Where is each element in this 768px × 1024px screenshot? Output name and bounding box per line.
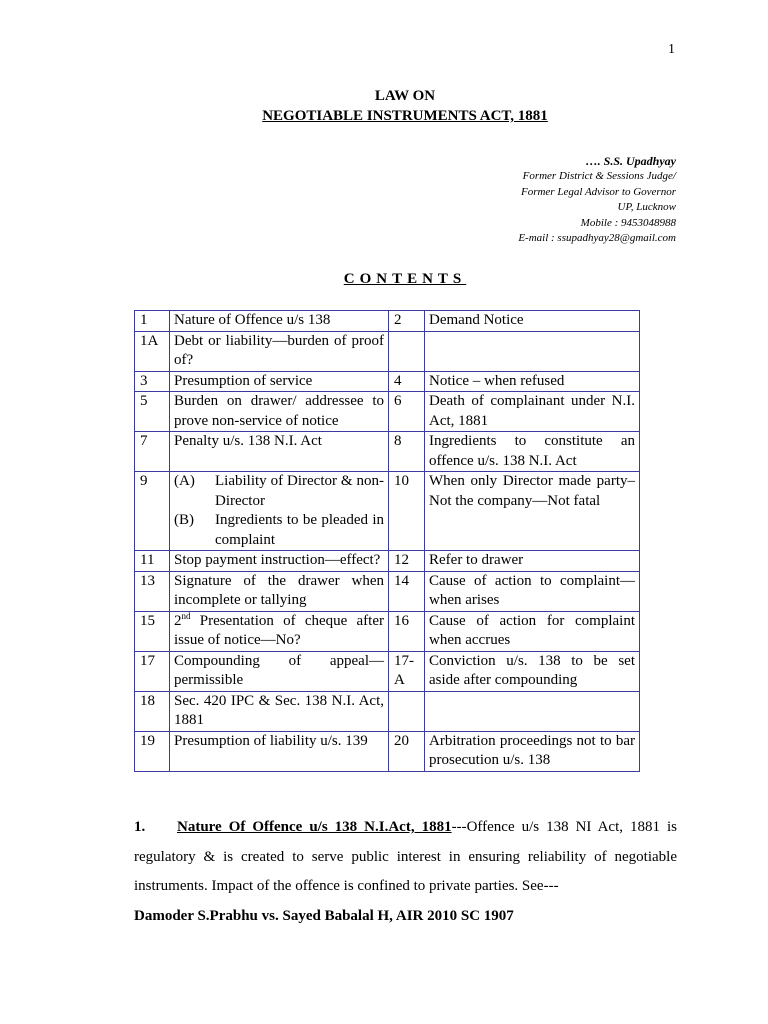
author-designation-2: Former Legal Advisor to Governor <box>520 185 676 198</box>
sub-entry-b <box>174 511 384 550</box>
entry-title: Cause of action to complaint—when arises <box>425 571 640 611</box>
table-row <box>135 611 640 651</box>
table-row <box>135 311 640 332</box>
entry-title: Burden on drawer/ addressee to prove non-service of notice <box>170 392 389 432</box>
entry-number: 12 <box>389 551 425 572</box>
entry-title: Nature of Offence u/s 138 <box>170 311 389 332</box>
entry-number: 11 <box>135 551 170 572</box>
entry-number: 2 <box>389 311 425 332</box>
entry-number: 20 <box>389 731 425 771</box>
entry-number <box>389 331 425 371</box>
entry-title: Death of complainant under N.I. Act, 1881 <box>425 392 640 432</box>
entry-number <box>389 691 425 731</box>
entry-title: When only Director made party– Not the company—Not fatal <box>425 472 640 551</box>
document-title-line2: NEGOTIABLE INSTRUMENTS ACT, 1881 <box>262 108 548 124</box>
entry-title: Conviction u/s. 138 to be set aside after compounding <box>425 651 640 691</box>
table-row <box>135 571 640 611</box>
entry-title: Compounding of appeal—permissible <box>170 651 389 691</box>
sub-entry-text: Ingredients to be pleaded in complaint <box>215 512 384 548</box>
entry-number: 15 <box>135 611 170 651</box>
entry-number: 8 <box>389 432 425 472</box>
entry-number: 13 <box>135 571 170 611</box>
table-row <box>135 331 640 371</box>
entry-title-rest: Presentation of cheque after issue of notice—No? <box>174 612 384 648</box>
entry-number: 16 <box>389 611 425 651</box>
entry-number: 14 <box>389 571 425 611</box>
entry-number: 1A <box>135 331 170 371</box>
entry-title: Presumption of liability u/s. 139 <box>170 731 389 771</box>
entry-title: Penalty u/s. 138 N.I. Act <box>170 432 389 472</box>
entry-number: 6 <box>389 392 425 432</box>
entry-number: 17 <box>135 651 170 691</box>
table-row <box>135 472 640 551</box>
ordinal-number: 2 <box>174 612 182 629</box>
page-number: 1 <box>668 42 675 57</box>
entry-title <box>170 611 389 651</box>
entry-number: 10 <box>389 472 425 551</box>
table-row <box>135 731 640 771</box>
contents-heading: CONTENTS <box>343 271 467 287</box>
entry-number: 7 <box>135 432 170 472</box>
entry-number: 4 <box>389 371 425 392</box>
entry-title: Debt or liability—burden of proof of? <box>170 331 389 371</box>
document-title-line1: LAW ON <box>374 88 436 104</box>
author-location: UP, Lucknow <box>617 201 676 214</box>
entry-title: Cause of action for complaint when accrues <box>425 611 640 651</box>
case-citation: Damoder S.Prabhu vs. Sayed Babalal H, AIR 2010 SC 1907 <box>134 907 514 924</box>
section-number: 1. <box>134 819 146 835</box>
entry-title <box>425 331 640 371</box>
section-1-paragraph <box>134 813 677 931</box>
entry-number: 5 <box>135 392 170 432</box>
entry-title <box>425 691 640 731</box>
entry-title: Notice – when refused <box>425 371 640 392</box>
author-email: E-mail : ssupadhyay28@gmail.com <box>518 232 676 245</box>
table-row <box>135 432 640 472</box>
sub-entry-a <box>174 472 384 511</box>
sub-entry-text: Liability of Director & non-Director <box>215 473 384 509</box>
entry-title: Stop payment instruction—effect? <box>170 551 389 572</box>
entry-title: Ingredients to constitute an offence u/s. 138 N.I. Act <box>425 432 640 472</box>
entry-number: 17-A <box>389 651 425 691</box>
entry-number: 9 <box>135 472 170 551</box>
entry-title: Presumption of service <box>170 371 389 392</box>
entry-title: Signature of the drawer when incomplete or tallying <box>170 571 389 611</box>
entry-title: Arbitration proceedings not to bar prosecution u/s. 138 <box>425 731 640 771</box>
entry-number: 3 <box>135 371 170 392</box>
sub-entry-label: (A) <box>174 473 195 489</box>
entry-number: 18 <box>135 691 170 731</box>
author-designation-1: Former District & Sessions Judge/ <box>522 170 676 183</box>
contents-table <box>134 310 640 772</box>
table-row <box>135 392 640 432</box>
table-row <box>135 651 640 691</box>
ordinal-suffix: nd <box>181 610 191 621</box>
author-mobile: Mobile : 9453048988 <box>580 216 676 229</box>
entry-title: Refer to drawer <box>425 551 640 572</box>
entry-number: 19 <box>135 731 170 771</box>
table-row <box>135 371 640 392</box>
author-block <box>518 154 676 246</box>
section-heading: Nature Of Offence u/s 138 N.I.Act, 1881 <box>177 819 452 835</box>
entry-number: 1 <box>135 311 170 332</box>
section-body: ---Offence u/s 138 NI Act, 1881 is regulatory & is created to serve public interest in ensuring reliability of negotiable instruments. Impact of the offence is confined to private parties. See--- <box>134 819 677 895</box>
entry-title: Demand Notice <box>425 311 640 332</box>
author-name: …. S.S. Upadhyay <box>585 154 676 168</box>
entry-title: Sec. 420 IPC & Sec. 138 N.I. Act, 1881 <box>170 691 389 731</box>
table-row <box>135 551 640 572</box>
entry-title <box>170 472 389 551</box>
table-row <box>135 691 640 731</box>
sub-entry-label: (B) <box>174 512 194 528</box>
